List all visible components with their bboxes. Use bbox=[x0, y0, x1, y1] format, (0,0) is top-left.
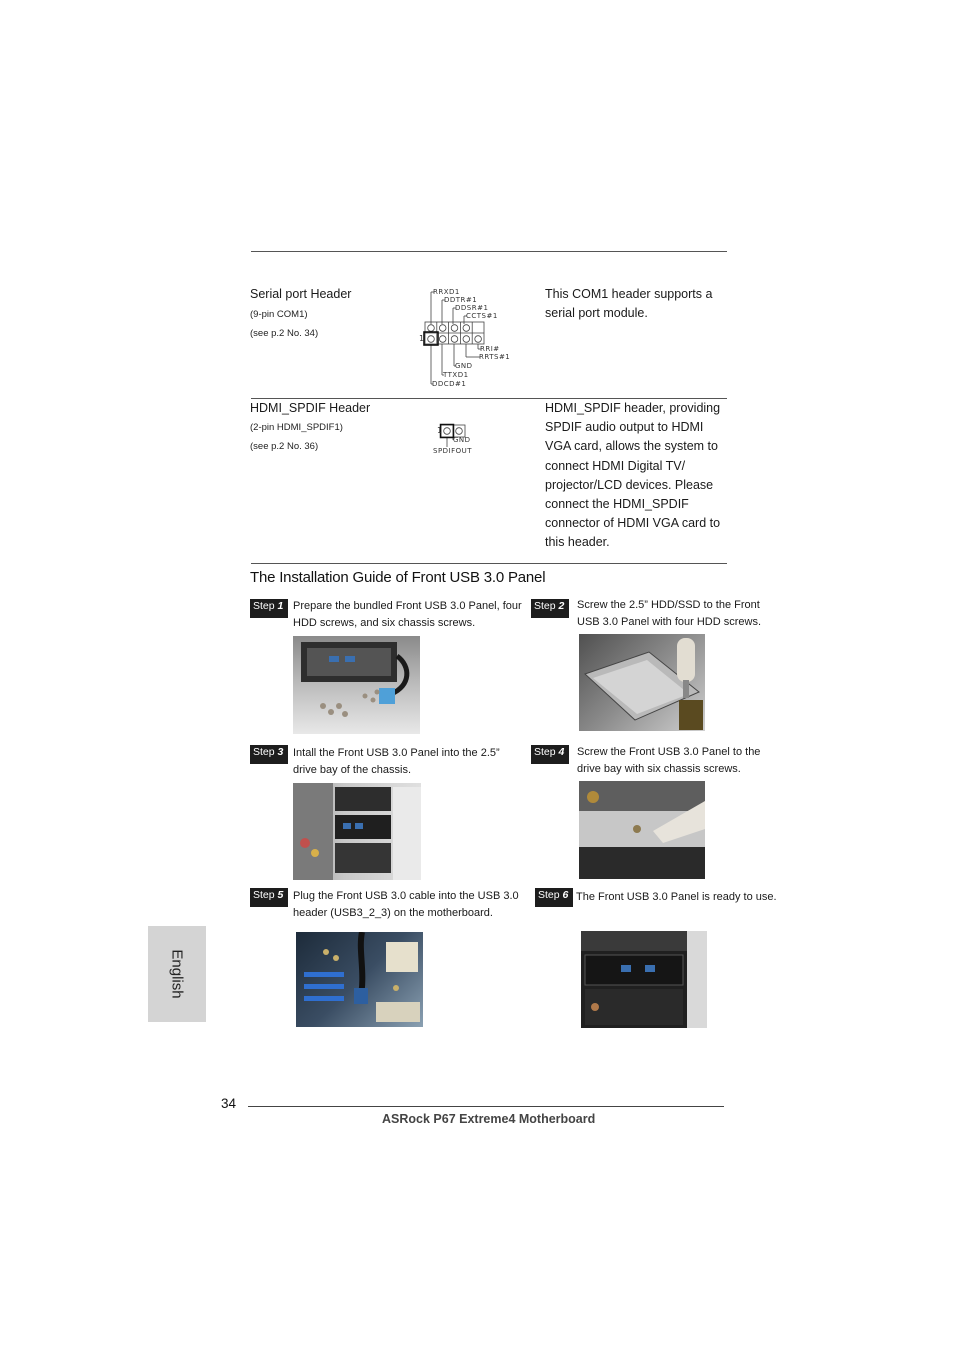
step-3-line: drive bay of the chassis. bbox=[293, 764, 412, 776]
com1-pin-rrxd1: RRXD1 bbox=[433, 288, 460, 296]
step-2-text bbox=[577, 597, 797, 631]
step-1-number: 1 bbox=[277, 600, 284, 612]
step-6-line: The Front USB 3.0 Panel is ready to use. bbox=[576, 891, 777, 903]
hdmi-desc-line: connect HDMI Digital TV/ bbox=[545, 458, 686, 473]
hdmi-description bbox=[545, 399, 745, 553]
step-2-label: Step bbox=[534, 600, 556, 612]
step-1-line: Prepare the bundled Front USB 3.0 Panel, four bbox=[293, 600, 522, 612]
step-3-photo-art bbox=[293, 783, 421, 880]
step-3-text bbox=[293, 745, 533, 779]
com1-pin-one-marker: 1 bbox=[419, 334, 425, 343]
step-3-number: 3 bbox=[277, 746, 284, 758]
step-5-line: header (USB3_2_3) on the motherboard. bbox=[293, 907, 493, 919]
step-4-label: Step bbox=[534, 746, 556, 758]
hdmi-desc-line: connector of HDMI VGA card to bbox=[545, 516, 721, 531]
hdmi-reference: (see p.2 No. 36) bbox=[250, 441, 319, 452]
step-2-line: USB 3.0 Panel with four HDD screws. bbox=[577, 616, 762, 628]
step-1-badge bbox=[250, 599, 288, 618]
com1-desc-line: serial port module. bbox=[545, 306, 648, 321]
hdmi-desc-line: VGA card, allows the system to bbox=[545, 439, 718, 454]
hdmi-divider bbox=[251, 563, 727, 564]
step-5-label: Step bbox=[253, 889, 275, 901]
step-6-number: 6 bbox=[562, 889, 569, 901]
hdmi-pin-one-marker: 1 bbox=[437, 426, 443, 435]
step-2-badge bbox=[531, 599, 569, 618]
step-1-photo-art bbox=[293, 636, 420, 734]
step-4-text bbox=[577, 744, 797, 778]
step-2-line: Screw the 2.5” HDD/SSD to the Front bbox=[577, 599, 760, 611]
hdmi-desc-line: SPDIF audio output to HDMI bbox=[545, 420, 704, 435]
step-3-photo bbox=[293, 783, 421, 880]
step-6-label: Step bbox=[538, 889, 560, 901]
com1-description bbox=[545, 285, 745, 323]
hdmi-desc-line: HDMI_SPDIF header, providing bbox=[545, 401, 721, 415]
com1-pin-rri: RRI# bbox=[480, 345, 500, 353]
step-1-text bbox=[293, 598, 533, 632]
hdmi-pin-diagram bbox=[430, 420, 480, 458]
step-6-text bbox=[576, 889, 796, 906]
hdmi-title: HDMI_SPDIF Header bbox=[250, 401, 371, 415]
section-title: The Installation Guide of Front USB 3.0 Panel bbox=[250, 569, 546, 586]
step-1-photo bbox=[293, 636, 420, 734]
com1-reference: (see p.2 No. 34) bbox=[250, 328, 319, 339]
step-1-label: Step bbox=[253, 600, 275, 612]
step-4-photo-art bbox=[579, 781, 705, 879]
hdmi-pin-spdifout: SPDIFOUT bbox=[433, 447, 473, 455]
step-4-line: drive bay with six chassis screws. bbox=[577, 763, 741, 775]
top-divider bbox=[251, 251, 727, 252]
com1-pin-ccts1: CCTS#1 bbox=[466, 312, 498, 320]
step-5-photo bbox=[296, 932, 423, 1027]
step-5-photo-art bbox=[296, 932, 423, 1027]
step-4-photo bbox=[579, 781, 705, 879]
com1-pin-ddsr1: DDSR#1 bbox=[455, 304, 489, 312]
com1-title: Serial port Header bbox=[250, 287, 352, 301]
com1-pin-diagram bbox=[418, 284, 528, 390]
com1-pin-gnd: GND bbox=[455, 362, 473, 370]
step-6-badge bbox=[535, 888, 573, 907]
step-4-number: 4 bbox=[558, 746, 565, 758]
step-5-line: Plug the Front USB 3.0 cable into the USB 3.0 bbox=[293, 890, 519, 902]
step-6-photo bbox=[581, 931, 707, 1028]
step-1-line: HDD screws, and six chassis screws. bbox=[293, 617, 476, 629]
step-2-photo-art bbox=[579, 634, 705, 731]
com1-subtitle: (9-pin COM1) bbox=[250, 309, 308, 320]
step-3-badge bbox=[250, 745, 288, 764]
com1-desc-line: This COM1 header supports a bbox=[545, 287, 713, 301]
com1-pin-ddcd1: DDCD#1 bbox=[432, 380, 467, 388]
step-2-photo bbox=[579, 634, 705, 731]
step-4-line: Screw the Front USB 3.0 Panel to the bbox=[577, 746, 761, 758]
com1-pin-ddtr1: DDTR#1 bbox=[444, 296, 478, 304]
step-5-text bbox=[293, 888, 533, 922]
hdmi-pin-gnd: GND bbox=[453, 436, 471, 444]
step-5-number: 5 bbox=[277, 889, 284, 901]
language-label: English bbox=[168, 949, 186, 999]
hdmi-desc-line: this header. bbox=[545, 535, 610, 550]
step-4-badge bbox=[531, 745, 569, 764]
footer-divider bbox=[248, 1106, 724, 1107]
step-6-photo-art bbox=[581, 931, 707, 1028]
hdmi-desc-line: connect the HDMI_SPDIF bbox=[545, 497, 689, 512]
language-side-tab bbox=[148, 926, 206, 1022]
step-2-number: 2 bbox=[558, 600, 565, 612]
com1-pin-ttxd1: TTXD1 bbox=[443, 371, 469, 379]
step-5-badge bbox=[250, 888, 288, 907]
footer-brand: ASRock P67 Extreme4 Motherboard bbox=[382, 1112, 596, 1126]
hdmi-desc-line: projector/LCD devices. Please bbox=[545, 477, 714, 492]
hdmi-subtitle: (2-pin HDMI_SPDIF1) bbox=[250, 422, 343, 433]
step-3-line: Intall the Front USB 3.0 Panel into the 2.5” bbox=[293, 747, 500, 759]
com1-pin-rrts1: RRTS#1 bbox=[479, 353, 511, 361]
step-3-label: Step bbox=[253, 746, 275, 758]
page-number: 34 bbox=[221, 1096, 237, 1111]
